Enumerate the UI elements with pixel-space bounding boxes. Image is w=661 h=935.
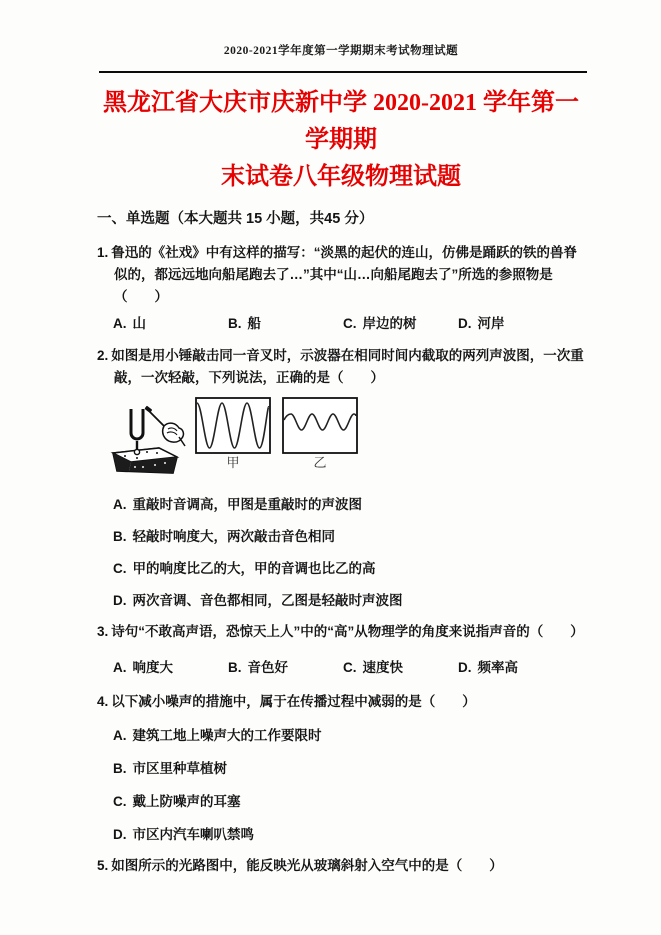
header-divider xyxy=(99,71,587,73)
option-d xyxy=(458,316,505,332)
page-title xyxy=(97,85,585,196)
question-3-text: 诗句“不敢高声语，恐惊天上人”中的“高”从物理学的角度来说指声音的（ ） xyxy=(111,624,584,639)
option-label: A. xyxy=(113,316,127,331)
option-label: C. xyxy=(343,316,357,331)
option-text: 河岸 xyxy=(477,316,505,331)
option-a xyxy=(113,316,228,332)
option-label: A. xyxy=(113,728,127,743)
question-4-option-a xyxy=(113,728,585,744)
page-title-line1: 黑龙江省大庆市庆新中学 2020-2021 学年第一学期期 xyxy=(103,90,579,153)
option-text: 市区里种草植树 xyxy=(132,761,227,776)
waveform-jia-icon xyxy=(195,397,271,454)
question-2-option-a xyxy=(113,497,585,513)
document-header: 2020-2021学年度第一学期期末考试物理试题 xyxy=(223,45,459,57)
option-label: C. xyxy=(343,660,357,675)
question-3 xyxy=(97,621,585,643)
waveform-box-jia xyxy=(195,397,271,470)
question-2-figure xyxy=(107,397,585,475)
option-text: 音色好 xyxy=(247,660,288,675)
question-5 xyxy=(97,855,585,877)
option-text: 戴上防噪声的耳塞 xyxy=(132,794,241,809)
option-b xyxy=(228,316,343,332)
option-label: D. xyxy=(458,316,472,331)
tuning-fork-figure xyxy=(107,401,187,475)
question-4 xyxy=(97,691,585,713)
option-label: B. xyxy=(113,529,127,544)
option-a xyxy=(113,660,228,676)
option-text: 甲的响度比乙的大，甲的音调也比乙的高 xyxy=(132,561,376,576)
option-label: D. xyxy=(113,827,127,842)
waveform-label-yi: 乙 xyxy=(313,455,327,470)
option-text: 船 xyxy=(247,316,261,331)
question-4-option-d xyxy=(113,827,585,843)
option-text: 市区内汽车喇叭禁鸣 xyxy=(132,827,254,842)
waveform-yi-icon xyxy=(282,397,358,454)
option-label: D. xyxy=(458,660,472,675)
question-1 xyxy=(97,242,585,308)
waveform-box-yi xyxy=(282,397,358,470)
option-text: 轻敲时响度大，两次敲击音色相同 xyxy=(132,529,335,544)
option-text: 响度大 xyxy=(132,660,173,675)
question-1-number: 1. xyxy=(97,245,109,260)
option-label: B. xyxy=(228,660,242,675)
question-2-number: 2. xyxy=(97,348,109,363)
option-label: B. xyxy=(113,761,127,776)
option-label: A. xyxy=(113,660,127,675)
option-label: D. xyxy=(113,593,127,608)
question-3-options xyxy=(97,660,585,676)
option-c xyxy=(343,316,458,332)
option-text: 速度快 xyxy=(362,660,403,675)
question-3-number: 3. xyxy=(97,624,109,639)
option-text: 建筑工地上噪声大的工作要限时 xyxy=(132,728,322,743)
option-b xyxy=(228,660,343,676)
option-text: 频率高 xyxy=(477,660,518,675)
question-1-text: 鲁迅的《社戏》中有这样的描写：“淡黑的起伏的连山，仿佛是踊跃的铁的兽脊似的，都远远地向船尾跑去了…”其中“山…向船尾跑去了”所选的参照物是（ ） xyxy=(111,245,578,304)
option-label: C. xyxy=(113,794,127,809)
option-label: B. xyxy=(228,316,242,331)
tuning-fork-hammer-icon xyxy=(107,401,187,475)
question-2 xyxy=(97,345,585,389)
question-5-text: 如图所示的光路图中，能反映光从玻璃斜射入空气中的是（ ） xyxy=(111,858,503,873)
question-1-options xyxy=(97,316,585,332)
option-text: 山 xyxy=(132,316,146,331)
waveform-label-jia: 甲 xyxy=(226,455,240,470)
page-title-line2: 末试卷八年级物理试题 xyxy=(221,164,461,190)
option-d xyxy=(458,660,518,676)
question-2-text: 如图是用小锤敲击同一音叉时，示波器在相同时间内截取的两列声波图，一次重敲，一次轻敲，下列说法，正确的是（ ） xyxy=(111,348,584,385)
section-heading: 一、单选题（本大题共 15 小题，共45 分） xyxy=(97,211,374,227)
question-4-number: 4. xyxy=(97,694,109,709)
question-5-number: 5. xyxy=(97,858,109,873)
question-2-option-c xyxy=(113,561,585,577)
question-2-option-d xyxy=(113,593,585,609)
option-label: C. xyxy=(113,561,127,576)
option-label: A. xyxy=(113,497,127,512)
option-text: 两次音调、音色都相同，乙图是轻敲时声波图 xyxy=(132,593,403,608)
question-4-text: 以下减小噪声的措施中，属于在传播过程中减弱的是（ ） xyxy=(111,694,476,709)
question-4-option-b xyxy=(113,761,585,777)
question-4-option-c xyxy=(113,794,585,810)
option-text: 岸边的树 xyxy=(362,316,417,331)
option-text: 重敲时音调高，甲图是重敲时的声波图 xyxy=(132,497,362,512)
option-c xyxy=(343,660,458,676)
question-2-option-b xyxy=(113,529,585,545)
